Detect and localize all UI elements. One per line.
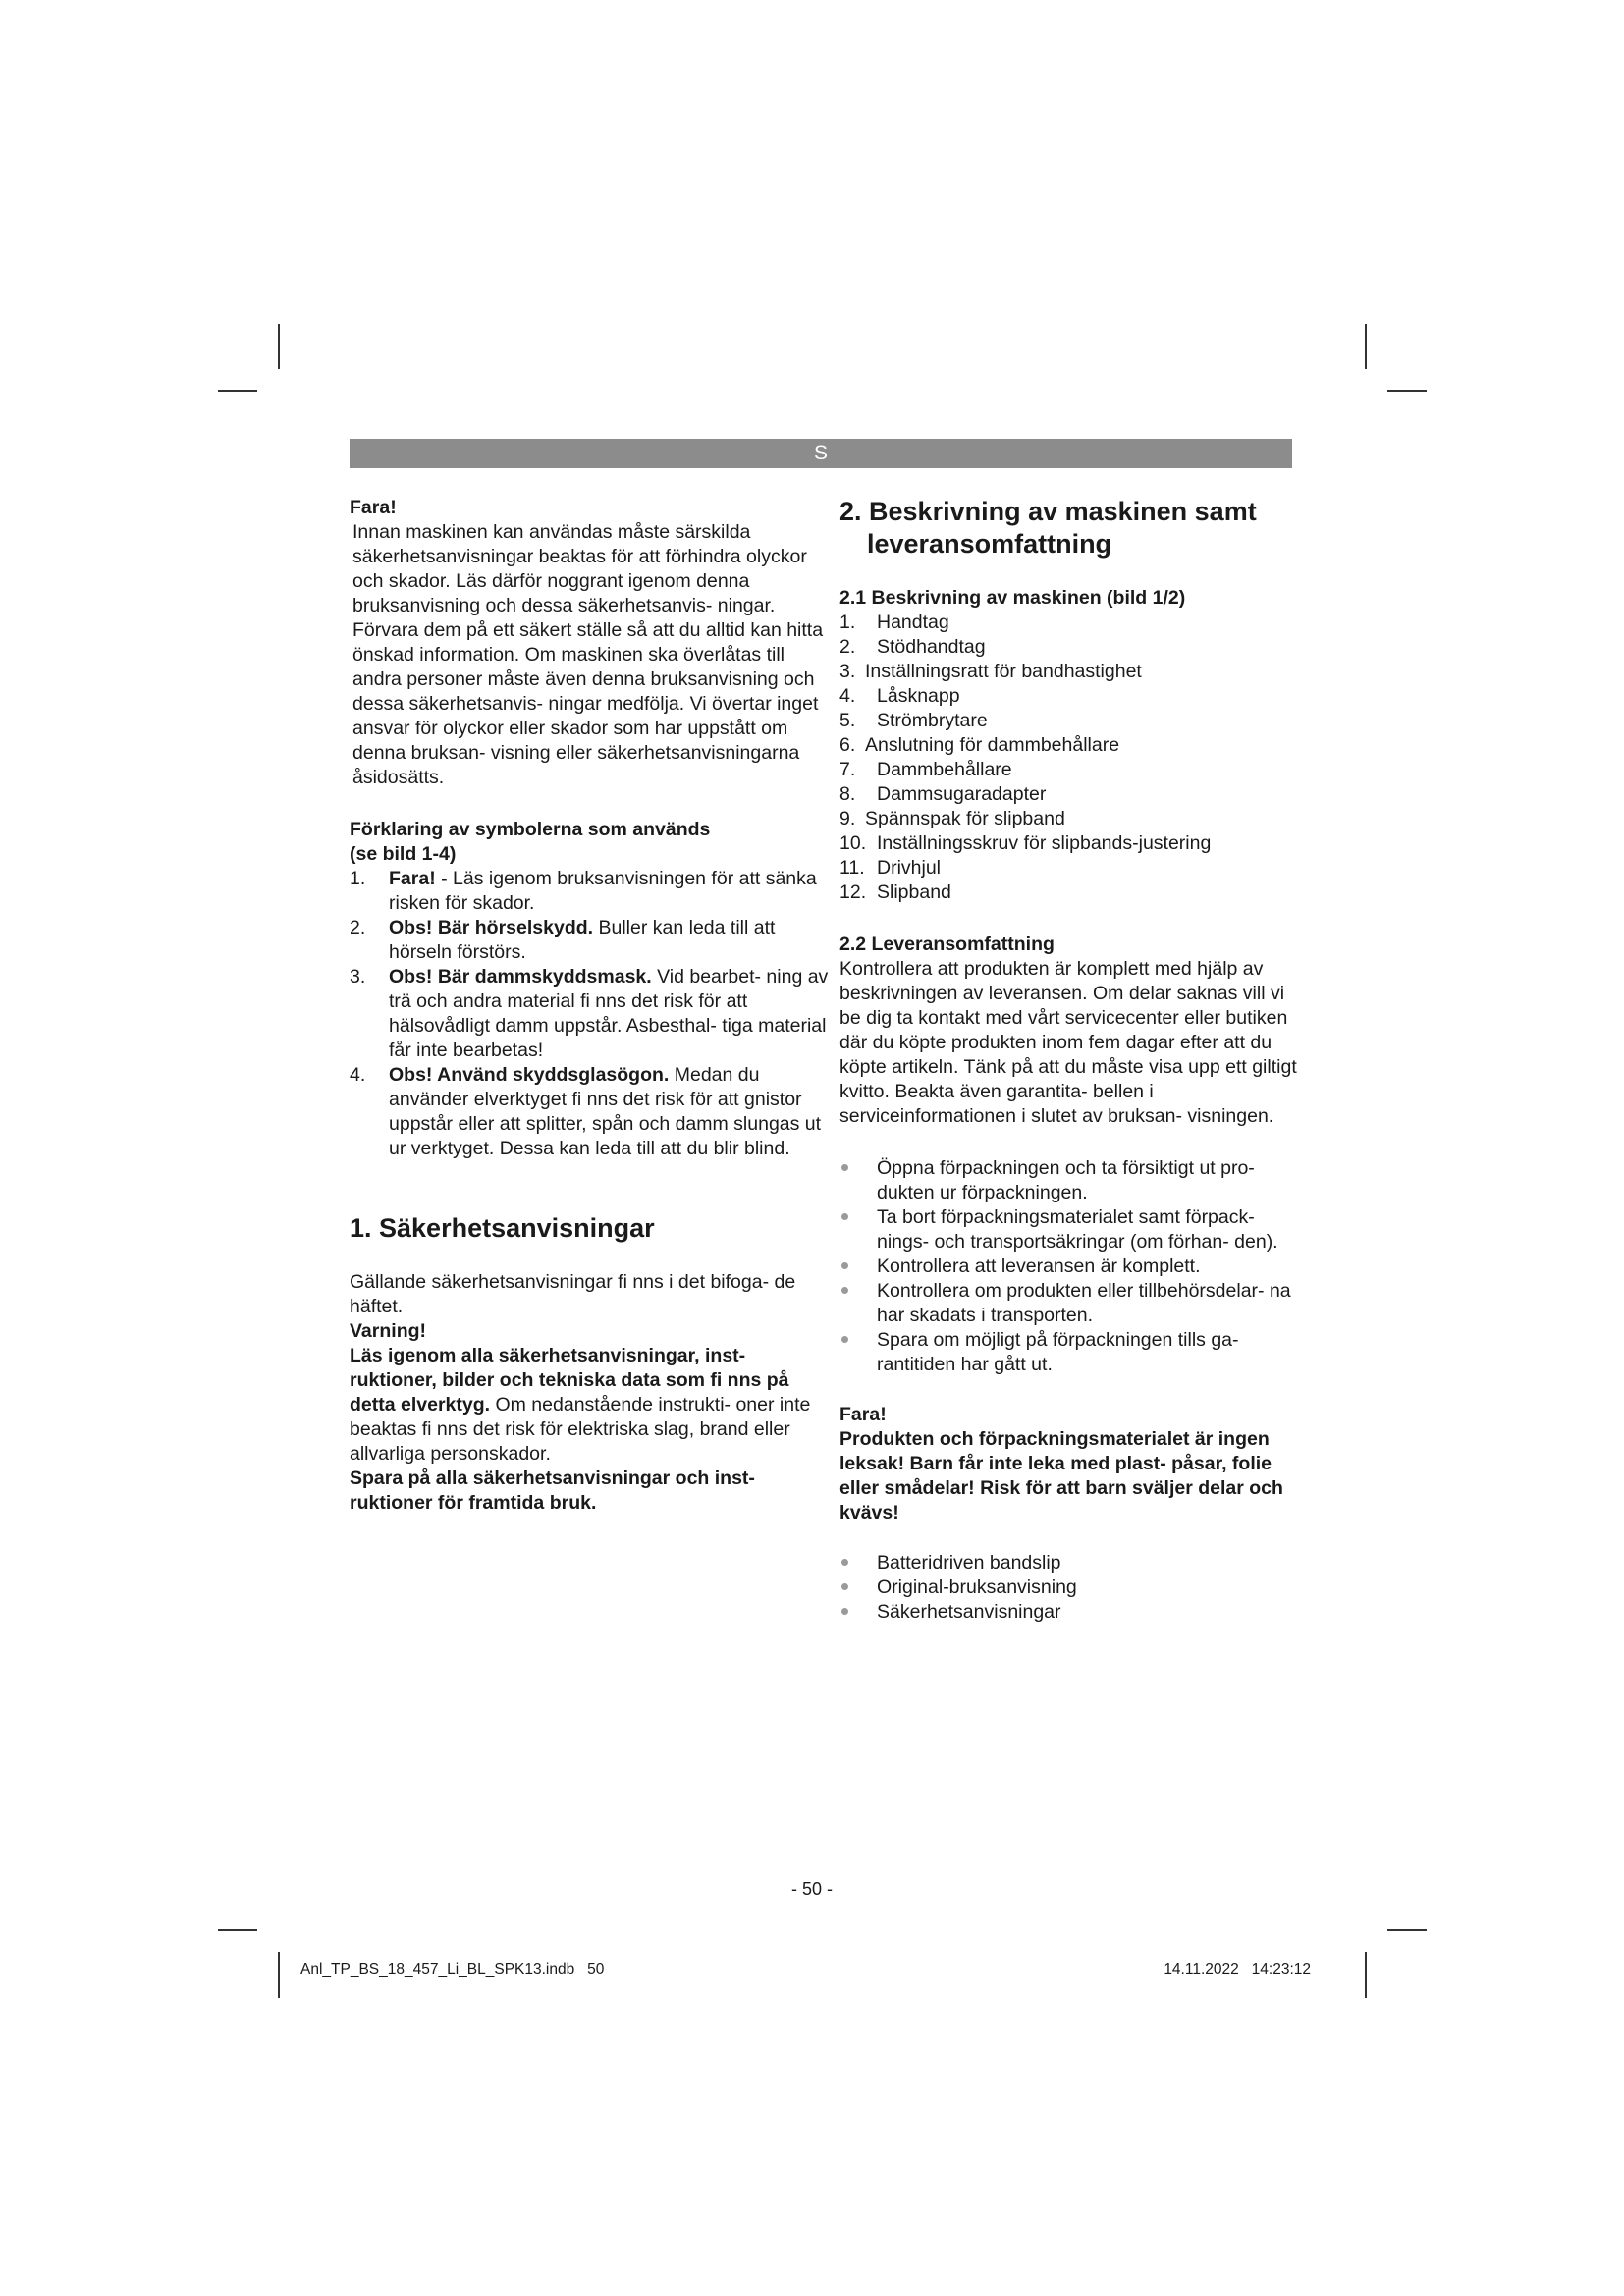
- part-label: Låsknapp: [877, 685, 960, 707]
- footer-file-name: Anl_TP_BS_18_457_Li_BL_SPK13.indb 50: [300, 1961, 605, 1978]
- part-item: [839, 635, 1301, 660]
- save-instructions: Spara på alla säkerhetsanvisningar och inst- ruktioner för framtida bruk.: [350, 1468, 755, 1514]
- part-label: Drivhjul: [877, 857, 942, 879]
- symbol-bold: Obs! Bär dammskyddsmask.: [389, 966, 652, 988]
- symbol-bold: Fara!: [389, 868, 436, 889]
- symbols-heading-line-1: Förklaring av symbolerna som används: [350, 819, 711, 840]
- part-number: 4.: [839, 685, 856, 707]
- symbol-number: 3.: [350, 966, 366, 988]
- part-item: [839, 709, 1301, 733]
- section-1-title: 1. Säkerhetsanvisningar: [350, 1213, 655, 1243]
- page-number: - 50 -: [790, 1879, 833, 1898]
- warning-text: Om nedanstående instrukti- oner inte beaktas fi nns det risk för elektriska slag, brand eller allvarliga personskador.: [350, 1394, 811, 1465]
- part-item: [839, 660, 1301, 684]
- crop-mark: [218, 390, 257, 392]
- part-number: 12.: [839, 881, 867, 903]
- part-item: [839, 831, 1301, 856]
- section-1-intro: Gällande säkerhetsanvisningar fi nns i det bifoga- de häftet.: [350, 1271, 796, 1317]
- subsection-2-1-title: 2.1 Beskrivning av maskinen (bild 1/2): [839, 587, 1186, 609]
- part-label: Anslutning för dammbehållare: [865, 734, 1120, 756]
- delivery-item: [839, 1551, 1301, 1575]
- delivery-item-text: Batteridriven bandslip: [877, 1552, 1061, 1574]
- danger-heading-right: Fara!: [839, 1404, 887, 1425]
- right-column: [839, 496, 1301, 1625]
- part-number: 7.: [839, 759, 856, 780]
- unpacking-step-text: Öppna förpackningen och ta försiktigt ut pro- dukten ur förpackningen.: [877, 1157, 1255, 1203]
- section-2-title: [839, 496, 1301, 561]
- section-2-title-line-1: 2. Beskrivning av maskinen samt: [839, 497, 1257, 526]
- bullet-icon: [841, 1608, 848, 1615]
- crop-mark: [1387, 1929, 1427, 1931]
- parts-list: [839, 611, 1301, 905]
- section-2-title-line-2: leveransomfattning: [867, 529, 1112, 559]
- unpacking-step: [839, 1156, 1301, 1205]
- part-number: 5.: [839, 710, 856, 731]
- part-item: [839, 807, 1301, 831]
- part-label: Inställningsskruv för slipbands-justering: [877, 832, 1212, 854]
- part-item: [839, 856, 1301, 881]
- symbol-text: Medan du använder elverktyget fi nns det risk för att gnistor uppstår eller att splitter, spån och damm slungas ut ur verktyget. Dessa kan leda till att du blir blind.: [389, 1064, 822, 1159]
- crop-mark: [1387, 390, 1427, 392]
- crop-mark: [218, 1929, 257, 1931]
- subsection-2-2-paragraph: Kontrollera att produkten är komplett med hjälp av beskrivningen av leveransen. Om delar saknas vill vi be dig ta kontakt med vårt servicecenter eller butiken där du köpte produkten inom fem dagar efter att du köpte artikeln. Tänk på att du måste visa upp ett giltigt kvitto. Beakta även garantita- bellen i serviceinformationen i slutet av bruksan- visningen.: [839, 958, 1297, 1127]
- unpacking-step-text: Kontrollera att leveransen är komplett.: [877, 1255, 1201, 1277]
- bullet-icon: [841, 1559, 848, 1566]
- symbol-text: Buller kan leda till att hörseln förstörs.: [389, 917, 776, 963]
- part-number: 8.: [839, 783, 856, 805]
- subsection-2-2-title: 2.2 Leveransomfattning: [839, 934, 1055, 955]
- danger-paragraph-right: Produkten och förpackningsmaterialet är ingen leksak! Barn får inte leka med plast- påsar, folie eller smådelar! Risk för att barn sväljer delar och kvävs!: [839, 1428, 1283, 1523]
- crop-mark: [278, 1952, 280, 1998]
- unpacking-step-text: Spara om möjligt på förpackningen tills ga- rantitiden har gått ut.: [877, 1329, 1239, 1375]
- symbol-text: Vid bearbet- ning av trä och andra material fi nns det risk för att hälsovådligt damm uppstår. Asbesthal- tiga material får inte bearbetas!: [389, 966, 829, 1061]
- unpacking-step: [839, 1255, 1301, 1279]
- part-item: [839, 782, 1301, 807]
- part-number: 10.: [839, 832, 867, 854]
- left-column: [350, 496, 831, 1516]
- crop-mark: [1365, 1952, 1367, 1998]
- delivery-item-text: Säkerhetsanvisningar: [877, 1601, 1061, 1623]
- bullet-icon: [841, 1583, 848, 1590]
- unpacking-steps-list: [839, 1156, 1301, 1377]
- symbol-bold: Obs! Använd skyddsglasögon.: [389, 1064, 670, 1086]
- unpacking-step: [839, 1279, 1301, 1328]
- symbol-item: [350, 867, 831, 916]
- symbol-item: [350, 965, 831, 1063]
- symbol-number: 4.: [350, 1064, 366, 1086]
- footer-date-time: 14.11.2022 14:23:12: [1164, 1961, 1311, 1978]
- crop-mark: [278, 324, 280, 369]
- delivery-item-text: Original-bruksanvisning: [877, 1576, 1077, 1598]
- bullet-icon: [841, 1262, 848, 1269]
- part-number: 6.: [839, 734, 856, 756]
- symbol-item: [350, 916, 831, 965]
- danger-heading: Fara!: [350, 497, 397, 518]
- unpacking-step: [839, 1328, 1301, 1377]
- unpacking-step: [839, 1205, 1301, 1255]
- unpacking-step-text: Kontrollera om produkten eller tillbehörsdelar- na har skadats i transporten.: [877, 1280, 1291, 1326]
- part-number: 11.: [839, 857, 865, 879]
- bullet-icon: [841, 1287, 848, 1294]
- delivery-contents-list: [839, 1551, 1301, 1625]
- symbol-text: - Läs igenom bruksanvisningen för att sänka risken för skador.: [389, 868, 817, 914]
- danger-paragraph: Innan maskinen kan användas måste särskilda säkerhetsanvisningar beaktas för att förhindra olyckor och skador. Läs därför noggrant igenom denna bruksanvisning och dessa säkerhetsanvis- ningar. Förvara dem på ett säkert ställe så att du alltid kan hitta önskad information. Om maskinen ska överlåtas till andra personer måste även denna bruksanvisning och dessa säkerhetsanvis- ningar medfölja. Vi övertar inget ansvar för olyckor eller skador som har uppstått om denna bruksan- visning eller säkerhetsanvisningarna åsidosätts.: [352, 521, 824, 788]
- symbols-list: [350, 867, 831, 1161]
- unpacking-step-text: Ta bort förpackningsmaterialet samt förpack- nings- och transportsäkringar (om förhan- den).: [877, 1206, 1278, 1253]
- delivery-item: [839, 1575, 1301, 1600]
- symbols-heading: [350, 818, 831, 867]
- crop-mark: [1365, 324, 1367, 369]
- symbol-number: 2.: [350, 917, 366, 938]
- bullet-icon: [841, 1336, 848, 1343]
- part-item: [839, 611, 1301, 635]
- part-label: Stödhandtag: [877, 636, 986, 658]
- part-item: [839, 881, 1301, 905]
- part-number: 2.: [839, 636, 856, 658]
- part-label: Dammsugaradapter: [877, 783, 1047, 805]
- part-item: [839, 684, 1301, 709]
- bullet-icon: [841, 1164, 848, 1171]
- part-label: Handtag: [877, 612, 949, 633]
- warning-heading: Varning!: [350, 1320, 427, 1342]
- part-label: Inställningsratt för bandhastighet: [865, 661, 1142, 682]
- delivery-item: [839, 1600, 1301, 1625]
- symbol-number: 1.: [350, 868, 366, 889]
- language-header-bar: S: [350, 439, 1292, 468]
- part-number: 1.: [839, 612, 856, 633]
- warning-bold: Läs igenom alla säkerhetsanvisningar, inst- ruktioner, bilder och tekniska data som fi nns på detta elverktyg.: [350, 1345, 789, 1415]
- part-label: Spännspak för slipband: [865, 808, 1065, 829]
- symbol-item: [350, 1063, 831, 1161]
- part-item: [839, 758, 1301, 782]
- part-label: Strömbrytare: [877, 710, 988, 731]
- warning-paragraph: [350, 1344, 831, 1467]
- bullet-icon: [841, 1213, 848, 1220]
- symbol-bold: Obs! Bär hörselskydd.: [389, 917, 594, 938]
- part-item: [839, 733, 1301, 758]
- part-number: 3.: [839, 661, 856, 682]
- part-number: 9.: [839, 808, 856, 829]
- part-label: Slipband: [877, 881, 951, 903]
- part-label: Dammbehållare: [877, 759, 1012, 780]
- symbols-heading-line-2: (se bild 1-4): [350, 843, 457, 865]
